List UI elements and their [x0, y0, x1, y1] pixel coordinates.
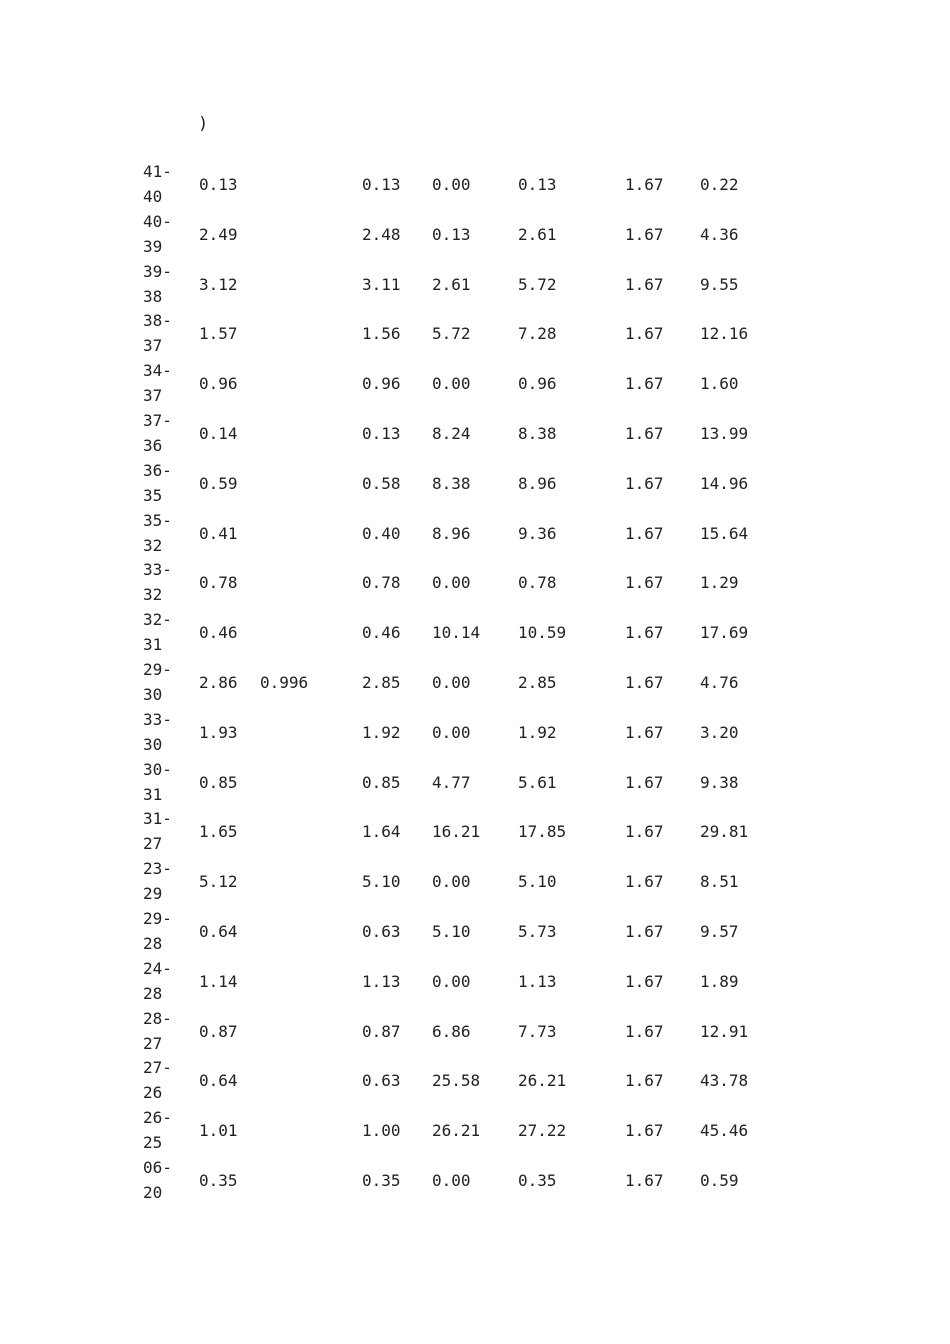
segment-end-node: 38: [143, 286, 163, 306]
table-cell-c3: 1.00: [362, 1121, 401, 1141]
pipe-segment-label: [143, 607, 183, 657]
table-cell-c3: 1.13: [362, 971, 401, 991]
table-cell-c6: 1.67: [625, 523, 664, 543]
table-cell-c1: 0.41: [199, 523, 238, 543]
table-cell-c3: 0.13: [362, 175, 401, 194]
segment-start-node: 37-: [143, 410, 172, 430]
table-cell-c4: 0.00: [432, 374, 471, 394]
pipe-segment-label: [143, 159, 183, 209]
segment-end-node: 20: [143, 1182, 163, 1202]
table-cell-c5: 0.78: [518, 573, 557, 593]
table-cell-c1: 2.49: [199, 224, 238, 244]
segment-start-node: 33-: [143, 709, 172, 729]
table-cell-c7: 29.81: [700, 822, 749, 842]
table-cell-c3: 0.35: [362, 1170, 401, 1190]
segment-end-node: 28: [143, 983, 163, 1003]
table-cell-c1: 0.59: [199, 473, 238, 493]
table-cell-c7: 1.60: [700, 374, 739, 394]
table-cell-c6: 1.67: [625, 573, 664, 593]
table-cell-c6: 1.67: [625, 324, 664, 344]
table-cell-c6: 1.67: [625, 1021, 664, 1041]
table-cell-c1: 0.78: [199, 573, 238, 593]
table-row: [143, 757, 783, 807]
table-cell-c7: 0.59: [700, 1170, 739, 1190]
segment-end-node: 27: [143, 1033, 163, 1053]
table-cell-c1: 1.93: [199, 722, 238, 742]
table-cell-c4: 0.00: [432, 971, 471, 991]
table-cell-c4: 0.00: [432, 175, 471, 194]
segment-start-node: 31-: [143, 809, 172, 829]
table-cell-c3: 0.87: [362, 1021, 401, 1041]
table-cell-c4: 2.61: [432, 274, 471, 294]
table-cell-c7: 9.38: [700, 772, 739, 792]
table-cell-c3: 0.78: [362, 573, 401, 593]
table-cell-c1: 0.64: [199, 1071, 238, 1091]
pipe-segment-label: [143, 1055, 183, 1105]
table-cell-c4: 8.96: [432, 523, 471, 543]
table-cell-c7: 0.22: [700, 175, 739, 194]
table-cell-c5: 26.21: [518, 1071, 567, 1091]
table-cell-c6: 1.67: [625, 772, 664, 792]
table-cell-c7: 9.57: [700, 921, 739, 941]
table-cell-c7: 13.99: [700, 423, 749, 443]
table-cell-c1: 1.01: [199, 1121, 238, 1141]
pipe-segment-label: [143, 358, 183, 408]
table-row: [143, 956, 783, 1006]
pipe-segment-label: [143, 906, 183, 956]
table-cell-c5: 10.59: [518, 623, 567, 643]
segment-start-node: 29-: [143, 659, 172, 679]
table-row: [143, 458, 783, 508]
table-row: [143, 607, 783, 657]
segment-end-node: 32: [143, 585, 163, 605]
table-row: [143, 209, 783, 259]
closing-parenthesis: ): [198, 114, 209, 134]
segment-end-node: 32: [143, 535, 163, 555]
table-cell-c3: 1.64: [362, 822, 401, 842]
pipe-segment-label: [143, 508, 183, 558]
data-table: [143, 159, 783, 1205]
segment-start-node: 39-: [143, 261, 172, 281]
table-row: [143, 1006, 783, 1056]
table-cell-c3: 0.63: [362, 921, 401, 941]
segment-start-node: 24-: [143, 958, 172, 978]
table-cell-c4: 16.21: [432, 822, 481, 842]
table-cell-c1: 0.64: [199, 921, 238, 941]
table-cell-c4: 26.21: [432, 1121, 481, 1141]
table-cell-c6: 1.67: [625, 274, 664, 294]
segment-start-node: 27-: [143, 1058, 172, 1078]
table-cell-c6: 1.67: [625, 423, 664, 443]
table-cell-c5: 0.35: [518, 1170, 557, 1190]
table-cell-c6: 1.67: [625, 473, 664, 493]
table-cell-c3: 1.92: [362, 722, 401, 742]
pipe-segment-label: [143, 408, 183, 458]
table-cell-c4: 10.14: [432, 623, 481, 643]
table-cell-c1: 2.86: [199, 672, 238, 692]
table-cell-c6: 1.67: [625, 224, 664, 244]
table-cell-c3: 0.46: [362, 623, 401, 643]
segment-start-node: 26-: [143, 1108, 172, 1128]
segment-end-node: 37: [143, 386, 163, 406]
table-cell-c5: 8.38: [518, 423, 557, 443]
table-cell-c7: 45.46: [700, 1121, 749, 1141]
table-cell-c1: 0.87: [199, 1021, 238, 1041]
table-cell-c3: 2.48: [362, 224, 401, 244]
table-cell-c7: 1.29: [700, 573, 739, 593]
table-cell-c3: 0.96: [362, 374, 401, 394]
table-cell-c4: 0.00: [432, 573, 471, 593]
segment-end-node: 30: [143, 684, 163, 704]
table-row: [143, 657, 783, 707]
table-cell-c3: 5.10: [362, 872, 401, 892]
segment-start-node: 35-: [143, 510, 172, 530]
segment-end-node: 39: [143, 236, 163, 256]
table-cell-c6: 1.67: [625, 822, 664, 842]
segment-end-node: 26: [143, 1083, 163, 1103]
table-cell-c4: 8.24: [432, 423, 471, 443]
table-cell-c4: 0.00: [432, 672, 471, 692]
table-cell-c5: 7.73: [518, 1021, 557, 1041]
table-cell-c1: 1.57: [199, 324, 238, 344]
segment-end-node: 27: [143, 834, 163, 854]
table-cell-c6: 1.67: [625, 971, 664, 991]
segment-start-node: 32-: [143, 610, 172, 630]
table-cell-c5: 0.13: [518, 175, 557, 194]
segment-end-node: 36: [143, 435, 163, 455]
table-row: [143, 906, 783, 956]
table-cell-c5: 9.36: [518, 523, 557, 543]
table-cell-c5: 5.61: [518, 772, 557, 792]
table-row: [143, 557, 783, 607]
table-cell-c5: 5.73: [518, 921, 557, 941]
table-cell-c6: 1.67: [625, 623, 664, 643]
table-row: [143, 806, 783, 856]
table-row: [143, 856, 783, 906]
segment-start-node: 33-: [143, 560, 172, 580]
table-cell-c1: 5.12: [199, 872, 238, 892]
pipe-segment-label: [143, 557, 183, 607]
table-cell-c5: 7.28: [518, 324, 557, 344]
segment-end-node: 37: [143, 336, 163, 356]
table-cell-c7: 3.20: [700, 722, 739, 742]
pipe-segment-label: [143, 458, 183, 508]
segment-end-node: 25: [143, 1133, 163, 1153]
table-cell-c7: 12.16: [700, 324, 749, 344]
pipe-segment-label: [143, 707, 183, 757]
table-cell-c5: 2.61: [518, 224, 557, 244]
table-cell-c4: 5.72: [432, 324, 471, 344]
pipe-segment-label: [143, 856, 183, 906]
pipe-segment-label: [143, 308, 183, 358]
table-cell-c6: 1.67: [625, 374, 664, 394]
table-cell-c6: 1.67: [625, 722, 664, 742]
table-cell-c5: 17.85: [518, 822, 567, 842]
pipe-segment-label: [143, 806, 183, 856]
segment-end-node: 28: [143, 933, 163, 953]
segment-start-node: 28-: [143, 1008, 172, 1028]
table-cell-c1: 0.13: [199, 175, 238, 194]
table-cell-c6: 1.67: [625, 872, 664, 892]
segment-start-node: 38-: [143, 311, 172, 331]
segment-end-node: 35: [143, 485, 163, 505]
table-cell-c7: 15.64: [700, 523, 749, 543]
table-row: [143, 308, 783, 358]
pipe-segment-label: [143, 259, 183, 309]
table-cell-c1: 0.14: [199, 423, 238, 443]
table-cell-c1: 1.14: [199, 971, 238, 991]
table-cell-c5: 5.72: [518, 274, 557, 294]
segment-end-node: 40: [143, 187, 163, 206]
table-cell-c6: 1.67: [625, 672, 664, 692]
table-row: [143, 358, 783, 408]
pipe-segment-label: [143, 1105, 183, 1155]
table-cell-c7: 9.55: [700, 274, 739, 294]
segment-start-node: 29-: [143, 908, 172, 928]
table-cell-c5: 1.13: [518, 971, 557, 991]
table-cell-c5: 5.10: [518, 872, 557, 892]
table-cell-c4: 5.10: [432, 921, 471, 941]
pipe-segment-label: [143, 209, 183, 259]
table-cell-c6: 1.67: [625, 1071, 664, 1091]
segment-end-node: 31: [143, 635, 163, 655]
table-cell-c2: 0.996: [260, 672, 309, 692]
table-cell-c4: 6.86: [432, 1021, 471, 1041]
table-cell-c1: 0.35: [199, 1170, 238, 1190]
table-cell-c4: 8.38: [432, 473, 471, 493]
pipe-segment-label: [143, 956, 183, 1006]
pipe-segment-label: [143, 1006, 183, 1056]
table-cell-c7: 4.76: [700, 672, 739, 692]
table-row: [143, 1105, 783, 1155]
segment-start-node: 41-: [143, 162, 172, 181]
table-row: [143, 707, 783, 757]
table-cell-c4: 25.58: [432, 1071, 481, 1091]
segment-start-node: 06-: [143, 1157, 172, 1177]
table-cell-c4: 4.77: [432, 772, 471, 792]
table-cell-c7: 12.91: [700, 1021, 749, 1041]
table-row: [143, 1055, 783, 1105]
table-cell-c5: 0.96: [518, 374, 557, 394]
table-row: [143, 159, 783, 209]
table-cell-c3: 3.11: [362, 274, 401, 294]
table-cell-c4: 0.13: [432, 224, 471, 244]
table-row: [143, 508, 783, 558]
table-cell-c3: 1.56: [362, 324, 401, 344]
segment-start-node: 36-: [143, 460, 172, 480]
table-cell-c4: 0.00: [432, 872, 471, 892]
segment-start-node: 40-: [143, 211, 172, 231]
table-cell-c4: 0.00: [432, 722, 471, 742]
pipe-segment-label: [143, 757, 183, 807]
table-cell-c5: 8.96: [518, 473, 557, 493]
pipe-segment-label: [143, 657, 183, 707]
table-cell-c1: 0.46: [199, 623, 238, 643]
table-cell-c5: 27.22: [518, 1121, 567, 1141]
segment-end-node: 29: [143, 884, 163, 904]
table-cell-c3: 0.13: [362, 423, 401, 443]
pipe-segment-label: [143, 1155, 183, 1205]
table-cell-c3: 0.85: [362, 772, 401, 792]
table-cell-c1: 3.12: [199, 274, 238, 294]
table-row: [143, 408, 783, 458]
table-cell-c7: 43.78: [700, 1071, 749, 1091]
segment-start-node: 30-: [143, 759, 172, 779]
table-cell-c1: 1.65: [199, 822, 238, 842]
table-cell-c5: 2.85: [518, 672, 557, 692]
table-cell-c7: 1.89: [700, 971, 739, 991]
table-cell-c7: 17.69: [700, 623, 749, 643]
table-cell-c3: 0.58: [362, 473, 401, 493]
table-cell-c3: 2.85: [362, 672, 401, 692]
segment-end-node: 30: [143, 734, 163, 754]
table-cell-c6: 1.67: [625, 1170, 664, 1190]
table-cell-c3: 0.63: [362, 1071, 401, 1091]
table-cell-c7: 4.36: [700, 224, 739, 244]
table-row: [143, 1155, 783, 1205]
table-cell-c5: 1.92: [518, 722, 557, 742]
table-cell-c3: 0.40: [362, 523, 401, 543]
table-cell-c7: 8.51: [700, 872, 739, 892]
table-row: [143, 259, 783, 309]
segment-start-node: 23-: [143, 859, 172, 879]
table-cell-c6: 1.67: [625, 921, 664, 941]
segment-start-node: 34-: [143, 361, 172, 381]
table-cell-c1: 0.96: [199, 374, 238, 394]
table-cell-c1: 0.85: [199, 772, 238, 792]
table-cell-c4: 0.00: [432, 1170, 471, 1190]
table-cell-c6: 1.67: [625, 175, 664, 194]
table-cell-c6: 1.67: [625, 1121, 664, 1141]
table-cell-c7: 14.96: [700, 473, 749, 493]
segment-end-node: 31: [143, 784, 163, 804]
